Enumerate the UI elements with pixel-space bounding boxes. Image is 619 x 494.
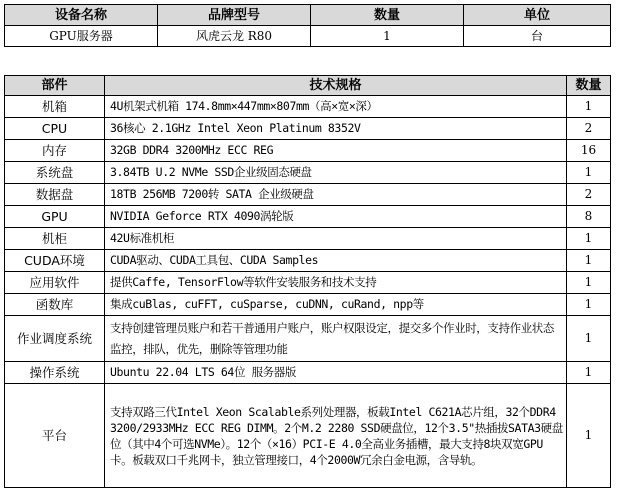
part-name: 操作系统: [5, 362, 105, 384]
table-row: [5, 362, 611, 384]
table-row: [5, 384, 611, 488]
part-name: 函数库: [5, 294, 105, 316]
table-row: [5, 294, 611, 316]
part-spec: 支持创建管理员账户和若干普通用户账户，账户权限设定，提交多个作业时，支持作业状态监控，排队，优先，删除等管理功能: [105, 316, 567, 362]
part-spec: 32GB DDR4 3200MHz ECC REG: [105, 140, 567, 162]
part-spec: NVIDIA Geforce RTX 4090涡轮版: [105, 206, 567, 228]
device-unit: 台: [464, 26, 611, 47]
part-qty: 1: [567, 96, 611, 118]
part-name: 平台: [5, 384, 105, 488]
part-qty: 1: [567, 228, 611, 250]
summary-header-row: [5, 5, 611, 26]
header-quantity: 数量: [311, 5, 464, 26]
part-qty: 1: [567, 384, 611, 488]
part-qty: 1: [567, 316, 611, 362]
part-name: 机箱: [5, 96, 105, 118]
header-spec: 技术规格: [105, 76, 567, 96]
table-row: [5, 184, 611, 206]
device-quantity: 1: [311, 26, 464, 47]
header-device-name: 设备名称: [5, 5, 158, 26]
part-spec: 支持双路三代Intel Xeon Scalable系列处理器，板载Intel C621A芯片组，32个DDR4 3200/2933MHz ECC REG DIMM。2个M.2 2280 SSD硬盘位，12个3.5"热插拔SATA3硬盘位（其中4个可选NVMe）。12个（×16）PCI-E 4.0全高业务插槽，最大支持8块双宽GPU卡。板载双口千兆网卡，独立管理接口，4个2000W冗余白金电源，含导轨。: [105, 384, 567, 488]
part-spec: 4U机架式机箱 174.8mm×447mm×807mm（高×宽×深）: [105, 96, 567, 118]
part-name: 作业调度系统: [5, 316, 105, 362]
table-row: [5, 206, 611, 228]
part-spec: 36核心 2.1GHz Intel Xeon Platinum 8352V: [105, 118, 567, 140]
summary-row: [5, 26, 611, 47]
part-qty: 1: [567, 162, 611, 184]
part-name: CPU: [5, 118, 105, 140]
header-qty: 数量: [567, 76, 611, 96]
part-spec: 42U标准机柜: [105, 228, 567, 250]
part-qty: 1: [567, 272, 611, 294]
part-name: 内存: [5, 140, 105, 162]
table-row: [5, 140, 611, 162]
header-brand-model: 品牌型号: [158, 5, 311, 26]
part-name: 系统盘: [5, 162, 105, 184]
device-name: GPU服务器: [5, 26, 158, 47]
part-qty: 16: [567, 140, 611, 162]
table-row: [5, 228, 611, 250]
part-spec: 集成cuBlas, cuFFT, cuSparse, cuDNN, cuRand, npp等: [105, 294, 567, 316]
table-row: [5, 96, 611, 118]
part-name: GPU: [5, 206, 105, 228]
brand-model: 风虎云龙 R80: [158, 26, 311, 47]
part-name: 应用软件: [5, 272, 105, 294]
table-row: [5, 316, 611, 362]
part-spec: CUDA驱动、CUDA工具包、CUDA Samples: [105, 250, 567, 272]
table-row: [5, 250, 611, 272]
table-row: [5, 162, 611, 184]
part-spec: 提供Caffe, TensorFlow等软件安装服务和技术支持: [105, 272, 567, 294]
table-row: [5, 118, 611, 140]
part-qty: 8: [567, 206, 611, 228]
part-name: 数据盘: [5, 184, 105, 206]
components-header-row: [5, 76, 611, 96]
part-qty: 2: [567, 184, 611, 206]
components-spec-table: [4, 75, 611, 488]
part-qty: 1: [567, 362, 611, 384]
part-name: 机柜: [5, 228, 105, 250]
part-qty: 1: [567, 250, 611, 272]
part-qty: 2: [567, 118, 611, 140]
device-summary-table: [4, 4, 611, 47]
part-spec: Ubuntu 22.04 LTS 64位 服务器版: [105, 362, 567, 384]
header-unit: 单位: [464, 5, 611, 26]
table-row: [5, 272, 611, 294]
part-qty: 1: [567, 294, 611, 316]
header-part: 部件: [5, 76, 105, 96]
part-spec: 3.84TB U.2 NVMe SSD企业级固态硬盘: [105, 162, 567, 184]
part-spec: 18TB 256MB 7200转 SATA 企业级硬盘: [105, 184, 567, 206]
part-name: CUDA环境: [5, 250, 105, 272]
